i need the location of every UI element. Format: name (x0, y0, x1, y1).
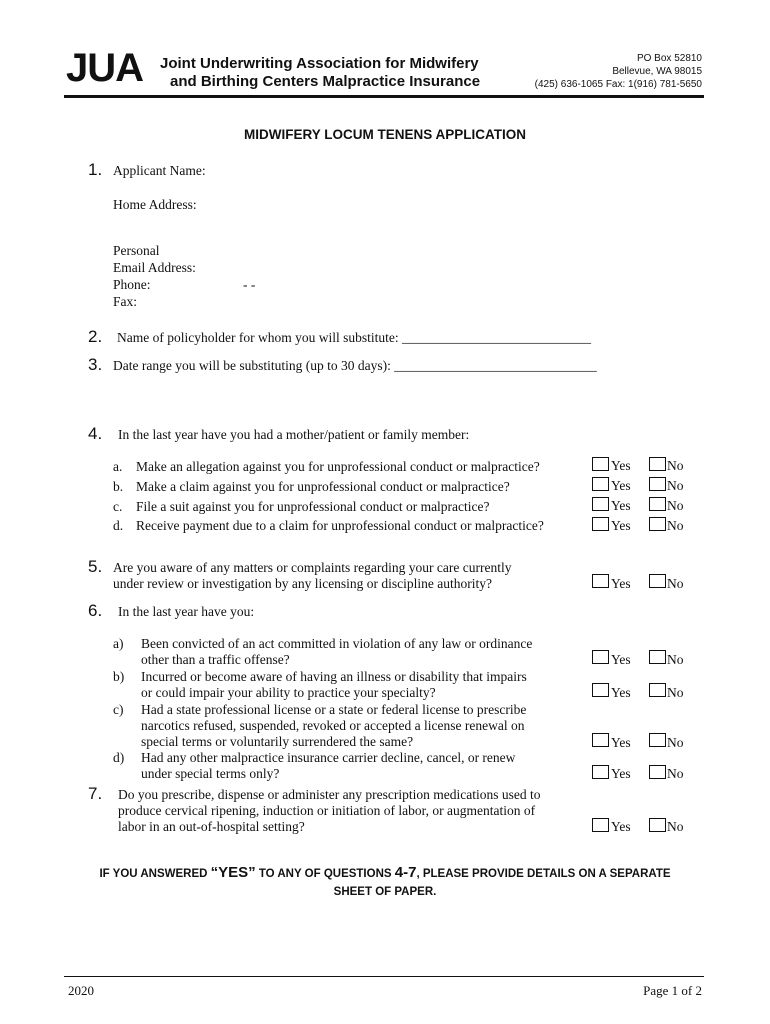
q4c-yes-checkbox[interactable] (592, 497, 609, 511)
q6a-no-checkbox[interactable] (649, 650, 666, 664)
q6-text: In the last year have you: (118, 604, 255, 619)
q6-number: 6. (88, 601, 103, 620)
q5-yes-checkbox[interactable] (592, 574, 609, 588)
q4d-text: Receive payment due to a claim for unprofessional conduct or malpractice? (136, 518, 544, 533)
note-quoted-yes: “YES” (210, 864, 256, 881)
q6c-no-label: No (667, 735, 684, 750)
q6d-no-label: No (667, 766, 684, 781)
header-divider (64, 95, 704, 98)
q2-number: 2. (88, 327, 103, 346)
phone-separators: - - (243, 277, 256, 292)
q6b-no-checkbox[interactable] (649, 683, 666, 697)
note-part3: , PLEASE PROVIDE DETAILS ON A SEPARATE (416, 868, 671, 880)
q6d-yes-checkbox[interactable] (592, 765, 609, 779)
org-name-line2: and Birthing Centers Malpractice Insurance (170, 73, 481, 90)
q6a-yes-checkbox[interactable] (592, 650, 609, 664)
address-line1: PO Box 52810 (636, 53, 702, 64)
personal-label: Personal (113, 243, 160, 258)
footer-year: 2020 (68, 983, 94, 998)
q4b-yes-checkbox[interactable] (592, 477, 609, 491)
q6d-no-checkbox[interactable] (649, 765, 666, 779)
date-range-field[interactable]: Date range you will be substituting (up to 30 days): ______________________________ (113, 358, 597, 373)
q6d-line2: under special terms only? (141, 766, 280, 781)
q4d-letter: d. (113, 518, 124, 533)
jua-logo: JUA (66, 46, 144, 90)
q6a-line1: Been convicted of an act committed in violation of any law or ordinance (141, 636, 533, 651)
policyholder-field[interactable]: Name of policyholder for whom you will substitute: ____________________________ (117, 330, 591, 345)
note-part2: TO ANY OF QUESTIONS (255, 868, 395, 880)
q6d-line1: Had any other malpractice insurance carrier decline, cancel, or renew (141, 750, 516, 765)
q5-yes-label: Yes (611, 576, 631, 591)
q4-text: In the last year have you had a mother/patient or family member: (118, 427, 470, 442)
q4d-no-checkbox[interactable] (649, 517, 666, 531)
q5-line1: Are you aware of any matters or complaints regarding your care currently (113, 560, 512, 575)
footer-divider (64, 976, 704, 977)
instruction-note (0, 864, 770, 901)
q4d-yes-checkbox[interactable] (592, 517, 609, 531)
q7-number: 7. (88, 784, 103, 803)
org-name-line1: Joint Underwriting Association for Midwifery (160, 55, 479, 72)
q6b-yes-checkbox[interactable] (592, 683, 609, 697)
q6a-letter: a) (113, 636, 124, 651)
q6c-line1: Had a state professional license or a state or federal license to prescribe (141, 702, 527, 717)
phone-label: Phone: (113, 277, 151, 292)
q6b-line2: or could impair your ability to practice your specialty? (141, 685, 436, 700)
q3-number: 3. (88, 355, 103, 374)
q7-yes-checkbox[interactable] (592, 818, 609, 832)
organization-name (160, 55, 480, 91)
fax-label: Fax: (113, 294, 138, 309)
q6c-yes-checkbox[interactable] (592, 733, 609, 747)
q6c-line3: special terms or voluntarily surrendered the same? (141, 734, 414, 749)
address-line2: Bellevue, WA 98015 (612, 66, 702, 77)
q4a-yes-checkbox[interactable] (592, 457, 609, 471)
q4a-no-label: No (667, 458, 684, 473)
q4a-text: Make an allegation against you for unprofessional conduct or malpractice? (136, 459, 540, 474)
q4b-letter: b. (113, 479, 124, 494)
q4b-no-checkbox[interactable] (649, 477, 666, 491)
q4-number: 4. (88, 424, 103, 443)
q6b-line1: Incurred or become aware of having an illness or disability that impairs (141, 669, 527, 684)
form-title: MIDWIFERY LOCUM TENENS APPLICATION (244, 127, 526, 142)
q7-no-checkbox[interactable] (649, 818, 666, 832)
q4a-no-checkbox[interactable] (649, 457, 666, 471)
q6b-no-label: No (667, 685, 684, 700)
q6a-line2: other than a traffic offense? (141, 652, 290, 667)
q4b-yes-label: Yes (611, 478, 631, 493)
q5-number: 5. (88, 557, 103, 576)
q5-no-label: No (667, 576, 684, 591)
q7-line1: Do you prescribe, dispense or administer any prescription medications used to (118, 787, 541, 802)
contact-info (535, 52, 702, 91)
q6c-line2: narcotics refused, suspended, revoked or accepted a license renewal on (141, 718, 525, 733)
q7-line2: produce cervical ripening, induction or initiation of labor, or augmentation of (118, 803, 536, 818)
q6c-letter: c) (113, 702, 124, 717)
q1-number: 1. (88, 160, 103, 179)
q6b-letter: b) (113, 669, 125, 684)
phone-fax: (425) 636-1065 Fax: 1(916) 781-5650 (534, 79, 702, 90)
note-line2: SHEET OF PAPER. (333, 886, 437, 898)
home-address-label: Home Address: (113, 197, 197, 212)
note-line1 (0, 864, 770, 883)
q6a-yes-label: Yes (611, 652, 631, 667)
applicant-name-label: Applicant Name: (113, 163, 206, 178)
q4d-yes-label: Yes (611, 518, 631, 533)
q6c-yes-label: Yes (611, 735, 631, 750)
q4d-no-label: No (667, 518, 684, 533)
q4b-no-label: No (667, 478, 684, 493)
q7-no-label: No (667, 819, 684, 834)
q7-line3: labor in an out-of-hospital setting? (118, 819, 305, 834)
q4c-letter: c. (113, 499, 123, 514)
q4c-no-label: No (667, 498, 684, 513)
q4c-text: File a suit against you for unprofessional conduct or malpractice? (136, 499, 490, 514)
email-label: Email Address: (113, 260, 196, 275)
q7-yes-label: Yes (611, 819, 631, 834)
q4c-no-checkbox[interactable] (649, 497, 666, 511)
note-part1: IF YOU ANSWERED (99, 868, 211, 880)
q4a-letter: a. (113, 459, 123, 474)
q5-no-checkbox[interactable] (649, 574, 666, 588)
footer-page-number: Page 1 of 2 (643, 983, 702, 998)
q4a-yes-label: Yes (611, 458, 631, 473)
q4c-yes-label: Yes (611, 498, 631, 513)
q6a-no-label: No (667, 652, 684, 667)
q6d-letter: d) (113, 750, 125, 765)
q6b-yes-label: Yes (611, 685, 631, 700)
q6d-yes-label: Yes (611, 766, 631, 781)
q5-line2: under review or investigation by any licensing or discipline authority? (113, 576, 493, 591)
q6c-no-checkbox[interactable] (649, 733, 666, 747)
q4b-text: Make a claim against you for unprofessional conduct or malpractice? (136, 479, 510, 494)
note-question-range: 4-7 (394, 864, 417, 881)
